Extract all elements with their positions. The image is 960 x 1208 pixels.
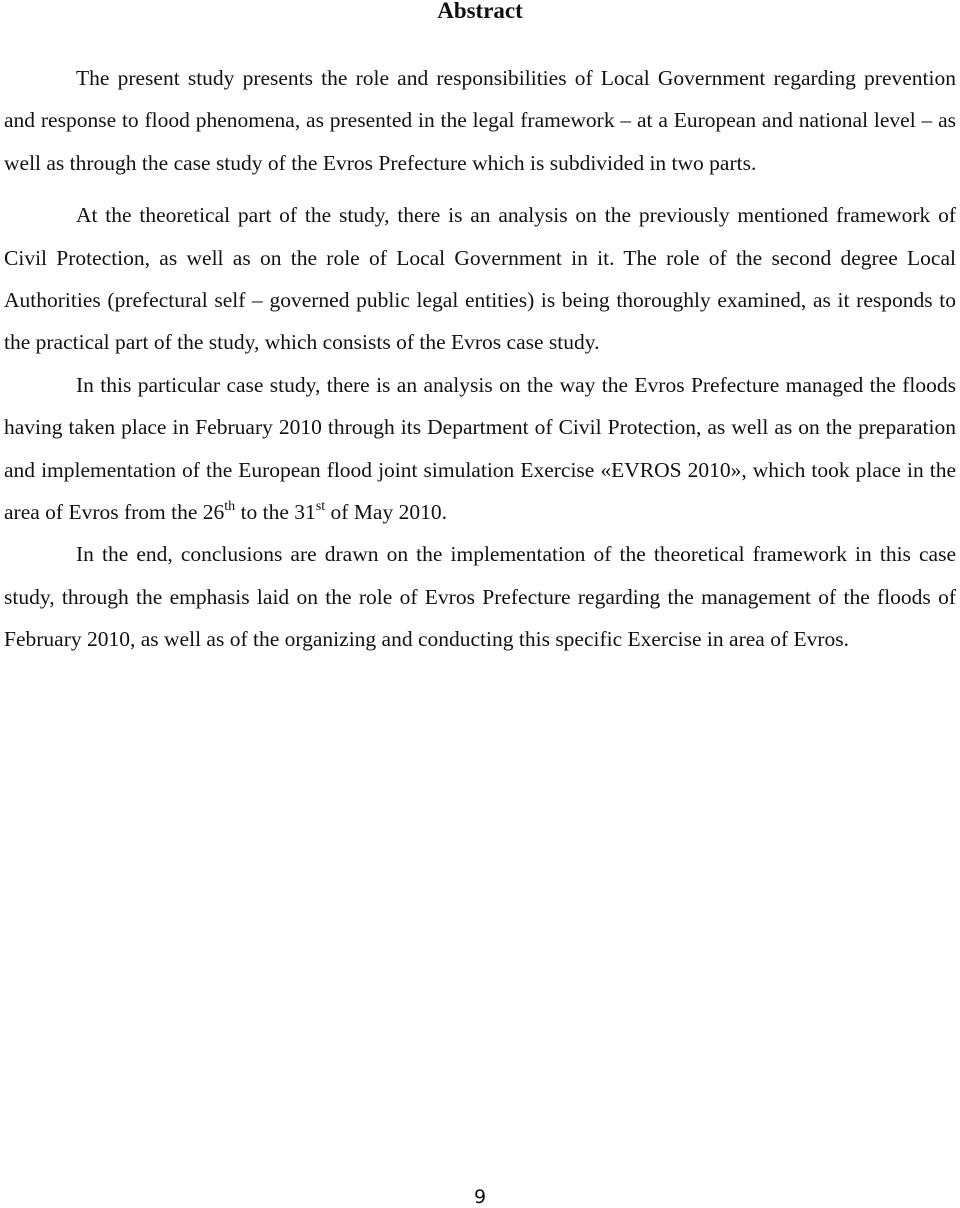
case-study-text-2: to the 31 — [235, 500, 316, 525]
paragraph-theoretical-part: At the theoretical part of the study, there is an analysis on the previously mentioned framework of Civil Protection, as well as on the role of Local Government in it. The role of the second degree Local Authorities (prefectural self – governed public legal entities) is being thoroughly examined, as it responds to the practical part of the study, which consists of the Evros case study. — [4, 203, 956, 355]
abstract-heading: Abstract — [437, 0, 523, 23]
paragraph-intro: The present study presents the role and responsibilities of Local Government regarding prevention and response to flood phenomena, as presented in the legal framework – at a European and national level – as well as through the case study of the Evros Prefecture which is subdivided in two parts. — [4, 66, 956, 175]
paragraph-conclusions: In the end, conclusions are drawn on the implementation of the theoretical framework in this case study, through the emphasis laid on the role of Evros Prefecture regarding the management of the floods of February 2010, as well as of the organizing and conducting this specific Exercise in area of Evros. — [4, 542, 956, 652]
case-study-text-1: In this particular case study, there is an analysis on the way the Evros Prefecture managed the floods having taken place in February 2010 through its Department of Civil Protection, as well as on the preparation and implementation of the European flood joint simulation Exercise «EVROS 2010», which took place in the area of Evros from the 26 — [4, 372, 956, 525]
superscript-st: st — [315, 499, 326, 515]
abstract-body — [4, 57, 956, 661]
superscript-th: th — [224, 499, 236, 515]
paragraph-case-study — [4, 364, 956, 534]
case-study-text-3: of May 2010. — [325, 500, 447, 525]
page-number: 9 — [473, 1186, 487, 1208]
